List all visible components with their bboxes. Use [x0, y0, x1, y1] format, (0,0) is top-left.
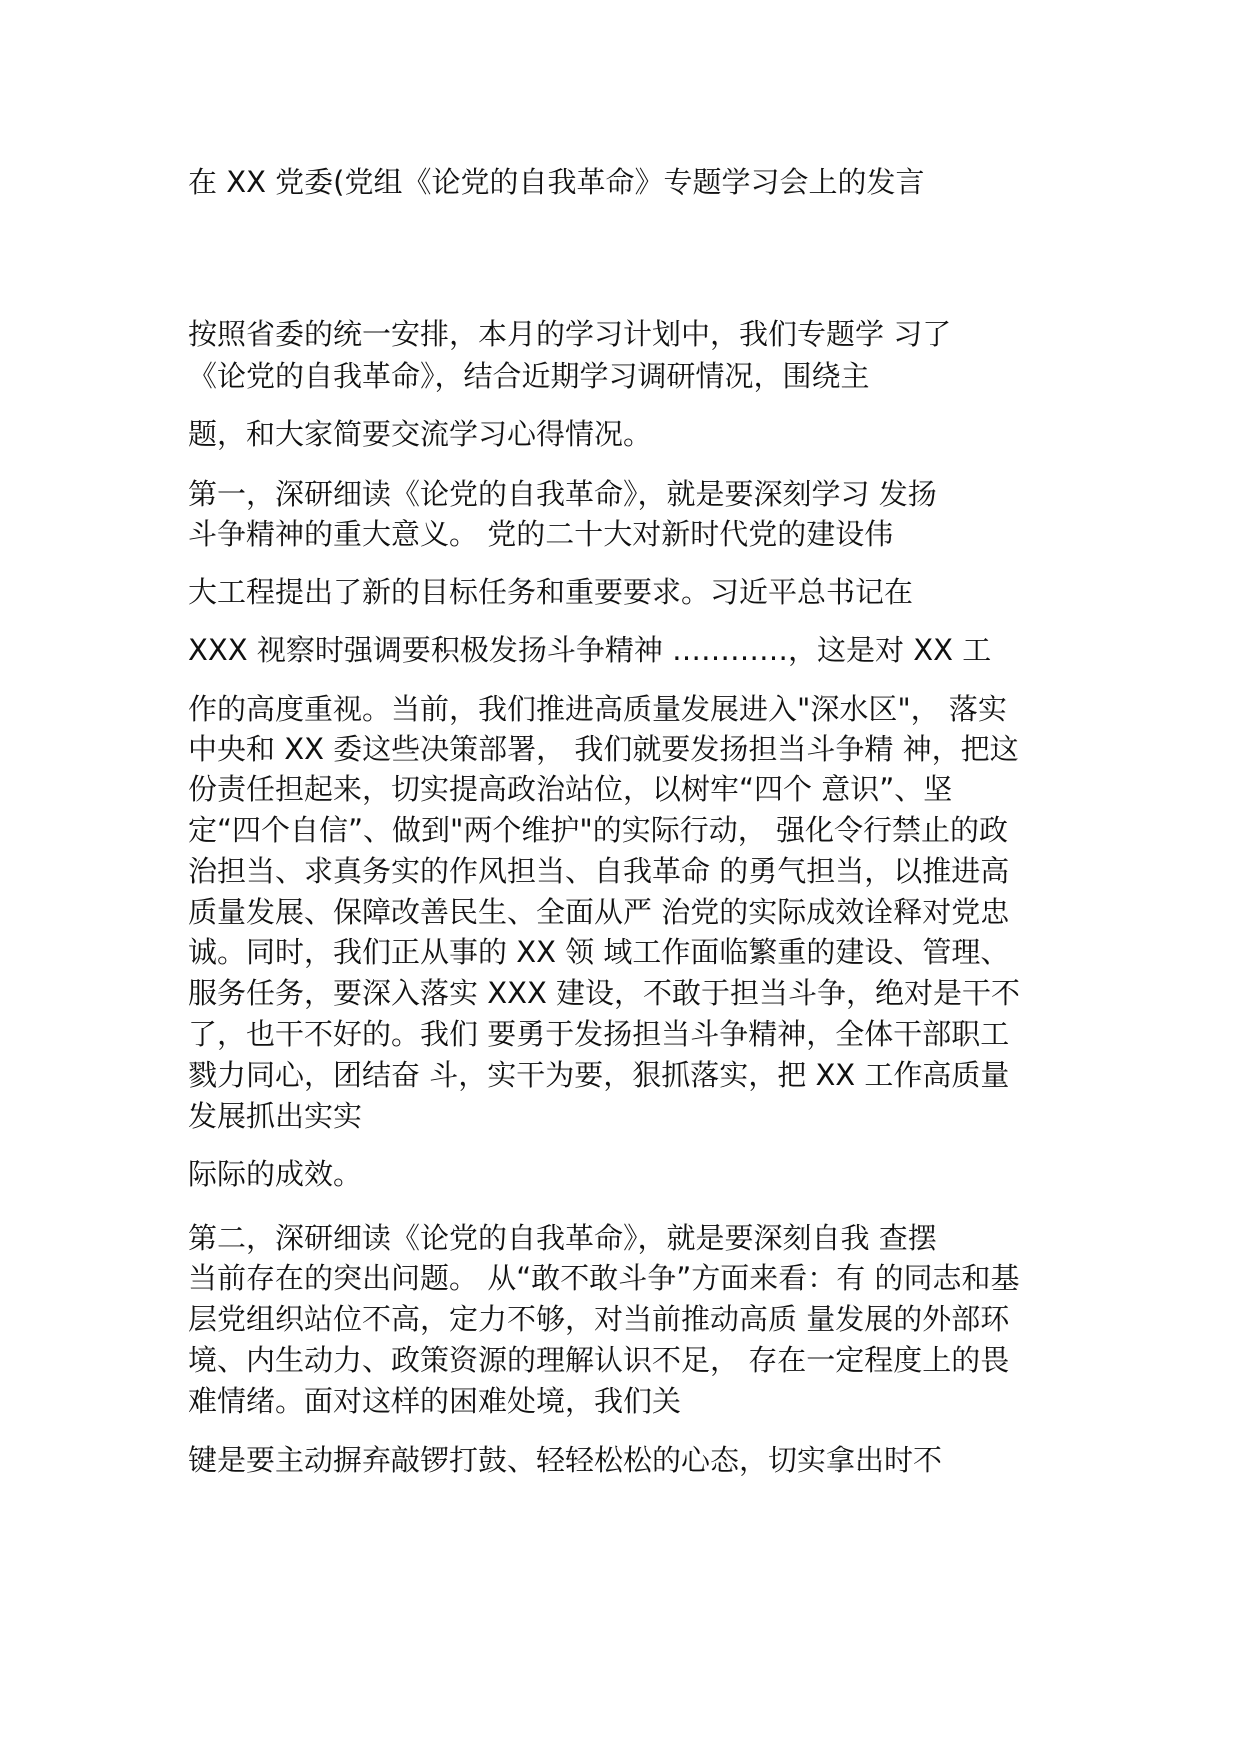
text-line: 斗争精神的重大意义。 党的二十大对新时代党的建设伟 — [188, 517, 894, 551]
text-line: 定“四个自信”、做到"两个维护"的实际行动， 强化令行禁止的政 — [188, 813, 1008, 847]
text-line: 《论党的自我革命》，结合近期学习调研情况，围绕主 — [188, 359, 870, 393]
text-line: 治担当、求真务实的作风担当、自我革命 的勇气担当，以推进高 — [188, 854, 1010, 888]
text-line: 质量发展、保障改善民生、全面从严 治党的实际成效诠释对党忠 — [188, 895, 1010, 929]
text-line: 题，和大家简要交流学习心得情况。 — [188, 417, 653, 451]
text-line: 键是要主动摒弃敲锣打鼓、轻轻松松的心态，切实拿出时不 — [188, 1443, 943, 1477]
text-line: 戮力同心，团结奋 斗，实干为要，狠抓落实，把 XX 工作高质量 — [188, 1058, 1010, 1092]
text-line: 了，也干不好的。我们 要勇于发扬担当斗争精神，全体干部职工 — [188, 1017, 1010, 1051]
text-line: 层党组织站位不高，定力不够，对当前推动高质 量发展的外部环 — [188, 1302, 1010, 1336]
document-title: 在 XX 党委(党组《论党的自我革命》专题学习会上的发言 — [188, 165, 925, 199]
text-line: 发展抓出实实 — [188, 1099, 363, 1133]
text-line: 第二，深研细读《论党的自我革命》，就是要深刻自我 查摆 — [188, 1221, 937, 1255]
text-line: 第一，深研细读《论党的自我革命》，就是要深刻学习 发扬 — [188, 477, 937, 511]
text-line: 境、内生动力、政策资源的理解认识不足， 存在一定程度上的畏 — [188, 1343, 1010, 1377]
text-line: 诚。同时，我们正从事的 XX 领 域工作面临繁重的建设、管理、 — [188, 935, 1010, 969]
text-line: 服务任务，要深入落实 XXX 建设，不敢于担当斗争，绝对是干不 — [188, 976, 1021, 1010]
text-line: 当前存在的突出问题。 从“敢不敢斗争”方面来看：有 的同志和基 — [188, 1261, 1020, 1295]
text-line: 大工程提出了新的目标任务和重要要求。习近平总书记在 — [188, 575, 914, 609]
text-line: 份责任担起来，切实提高政治站位，以树牢“四个 意识”、坚 — [188, 772, 953, 806]
text-line: 中央和 XX 委这些决策部署， 我们就要发扬担当斗争精 神，把这 — [188, 732, 1019, 766]
text-line: 难情绪。面对这样的困难处境，我们关 — [188, 1384, 682, 1418]
text-line: 作的高度重视。当前，我们推进高质量发展进入"深水区"， 落实 — [188, 692, 1007, 726]
text-line: 际际的成效。 — [188, 1157, 363, 1191]
text-line: 按照省委的统一安排，本月的学习计划中，我们专题学 习了 — [188, 317, 952, 351]
text-line: XXX 视察时强调要积极发扬斗争精神 …………，这是对 XX 工 — [188, 633, 992, 667]
